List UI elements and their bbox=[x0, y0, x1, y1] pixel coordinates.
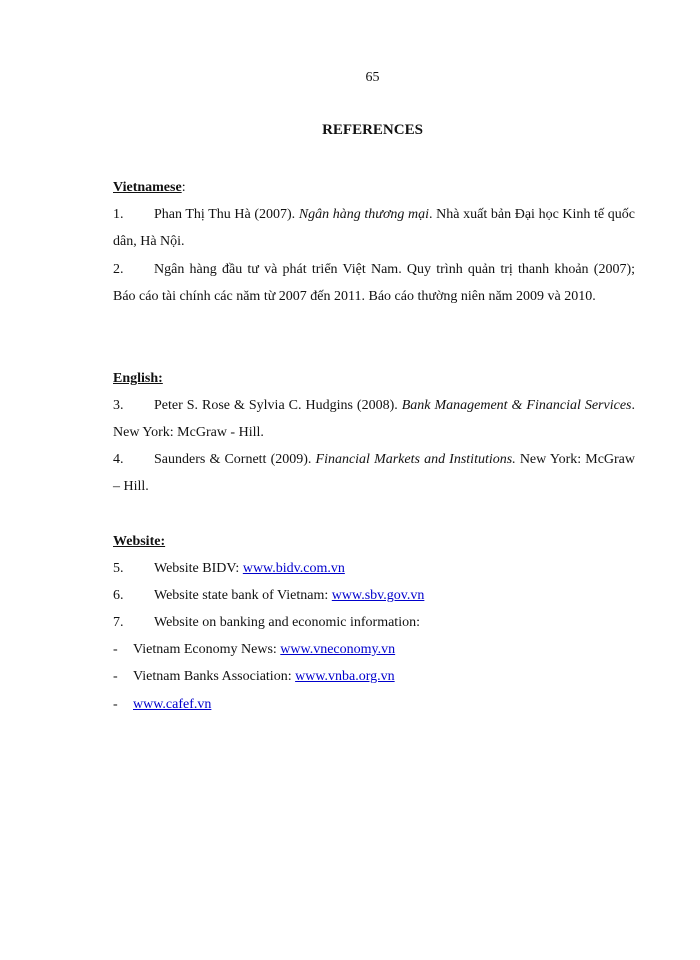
website-label: Website BIDV: bbox=[154, 561, 243, 576]
website-label: Website on banking and economic information: bbox=[154, 615, 420, 630]
reference-entry-6 bbox=[113, 588, 424, 604]
entry-text-tail: . Nhà xuất bản Đại học Kinh tế quốc dân, Hà Nội. bbox=[113, 207, 635, 249]
entry-text: Phan Thị Thu Hà (2007). bbox=[154, 207, 299, 222]
entry-number: 4. bbox=[113, 452, 124, 467]
heading-colon: : bbox=[181, 180, 186, 195]
entry-number: 1. bbox=[113, 207, 124, 222]
page-number: 65 bbox=[365, 70, 380, 85]
entry-title: Financial Markets and Institutions. bbox=[315, 452, 516, 467]
website-link-vneconomy[interactable]: www.vneconomy.vn bbox=[280, 642, 396, 657]
reference-entry-2 bbox=[113, 256, 635, 310]
entry-number: 2. bbox=[113, 262, 124, 277]
reference-entry-5 bbox=[113, 561, 345, 577]
dash-bullet: - bbox=[113, 697, 118, 712]
section-heading-vietnamese bbox=[113, 180, 186, 196]
reference-entry-7 bbox=[113, 615, 420, 631]
section-heading-label: Website: bbox=[113, 534, 166, 549]
sub-item-vneconomy bbox=[113, 642, 395, 658]
entry-number: 7. bbox=[113, 615, 124, 630]
entry-number: 5. bbox=[113, 561, 124, 576]
entry-text: Ngân hàng đầu tư và phát triển Việt Nam. Quy trình quản trị thanh khoản (2007); Báo cáo tài chính các năm từ 2007 đến 2011. Báo cáo thường niên năm 2009 và 2010. bbox=[113, 262, 635, 304]
entry-text-tail: New York: McGraw – Hill. bbox=[113, 452, 635, 494]
sub-item-vnba bbox=[113, 669, 395, 685]
entry-number: 3. bbox=[113, 398, 124, 413]
dash-bullet: - bbox=[113, 642, 118, 657]
entry-text-tail: . New York: McGraw - Hill. bbox=[113, 398, 635, 440]
section-heading-label: Vietnamese bbox=[113, 180, 182, 195]
reference-entry-1 bbox=[113, 201, 635, 255]
website-link-sbv[interactable]: www.sbv.gov.vn bbox=[331, 588, 425, 603]
website-label: Vietnam Economy News: bbox=[133, 642, 281, 657]
website-label: Website state bank of Vietnam: bbox=[154, 588, 332, 603]
entry-number: 6. bbox=[113, 588, 124, 603]
website-link-cafef[interactable]: www.cafef.vn bbox=[133, 697, 212, 712]
website-label: Vietnam Banks Association: bbox=[133, 669, 296, 684]
website-link-vnba[interactable]: www.vnba.org.vn bbox=[295, 669, 395, 684]
section-heading-english bbox=[113, 371, 163, 387]
entry-text: Saunders & Cornett (2009). bbox=[154, 452, 316, 467]
website-link-bidv[interactable]: www.bidv.com.vn bbox=[242, 561, 345, 576]
entry-text: Peter S. Rose & Sylvia C. Hudgins (2008). bbox=[154, 398, 402, 413]
entry-title: Ngân hàng thương mại bbox=[298, 207, 430, 222]
section-heading-website bbox=[113, 534, 165, 550]
reference-entry-4 bbox=[113, 446, 635, 500]
sub-item-cafef bbox=[113, 697, 211, 713]
entry-title: Bank Management & Financial Services bbox=[401, 398, 632, 413]
dash-bullet: - bbox=[113, 669, 118, 684]
page-title: REFERENCES bbox=[322, 122, 423, 138]
reference-entry-3 bbox=[113, 392, 635, 446]
section-heading-label: English: bbox=[113, 371, 163, 386]
